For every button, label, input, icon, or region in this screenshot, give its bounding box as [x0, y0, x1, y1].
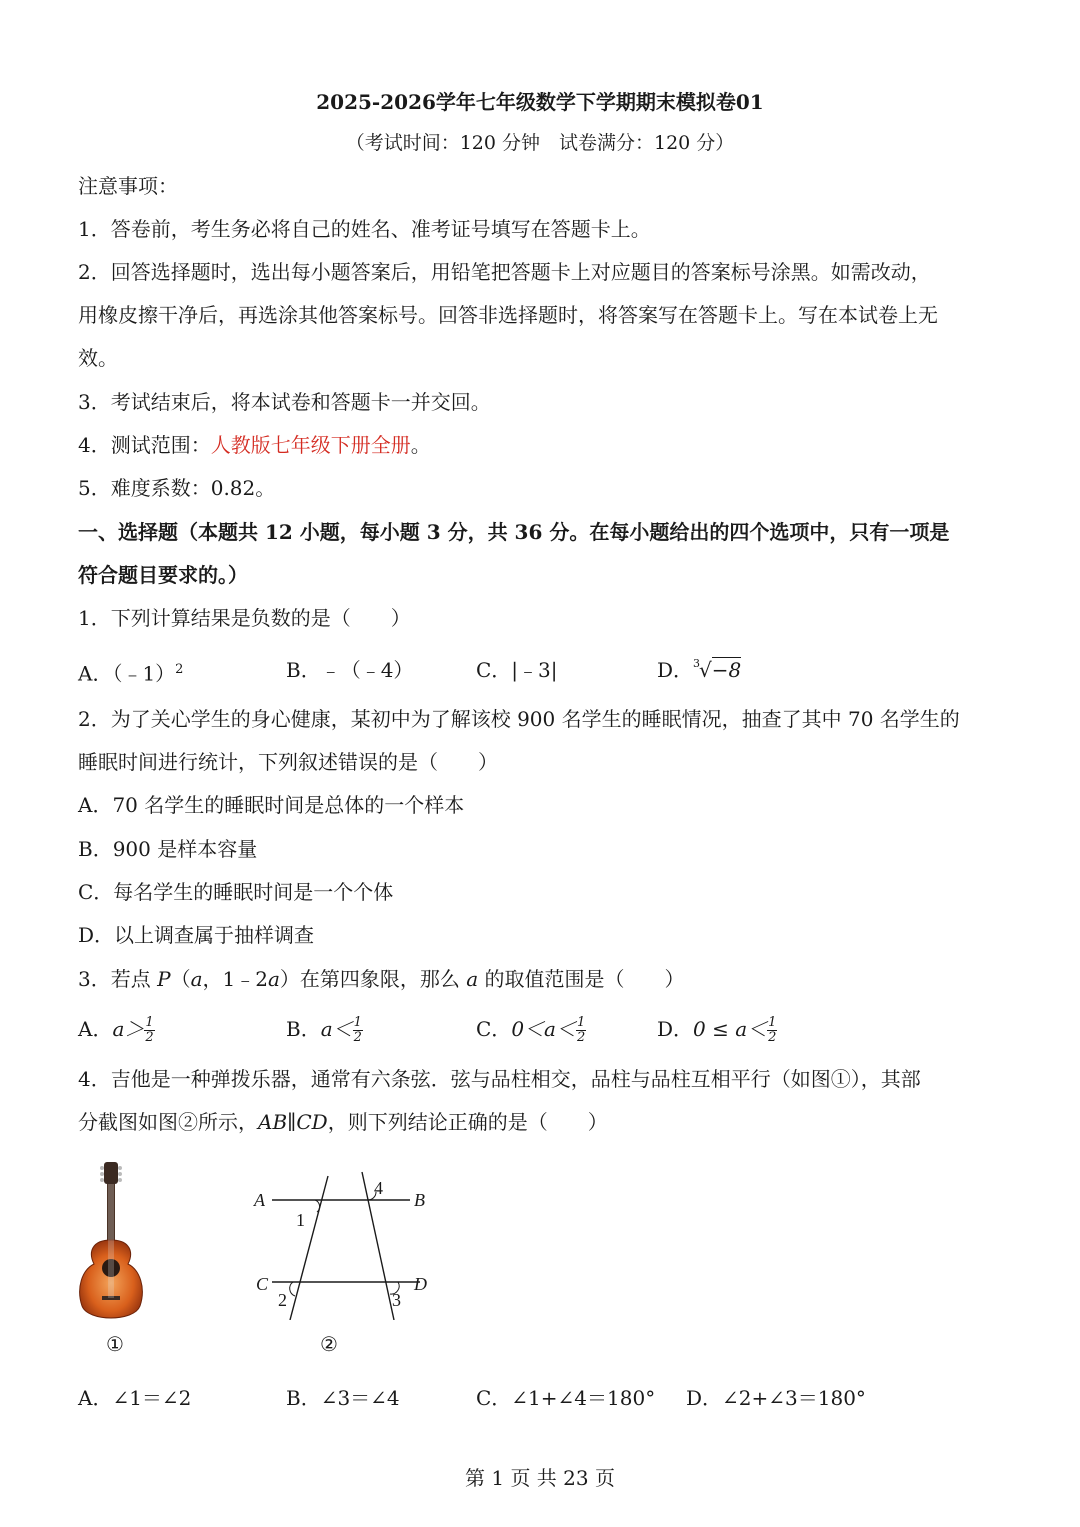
angle-2-arc: [290, 1282, 295, 1296]
q3-option-c-label: C．: [476, 1017, 512, 1041]
angle-1-arc: [315, 1200, 320, 1212]
fraction-numerator: 1: [768, 1015, 777, 1030]
angle-4-label: 4: [374, 1178, 383, 1198]
fraction-half: [144, 1016, 154, 1045]
angle-1-label: 1: [296, 1210, 305, 1230]
fraction-denominator: 2: [576, 1030, 586, 1045]
q3-option-c-expr: 0＜a＜: [511, 1017, 576, 1041]
parallel-lines-diagram: [248, 1170, 448, 1320]
fraction-half: [576, 1016, 586, 1045]
fraction-denominator: 2: [145, 1030, 154, 1045]
q3-var-a-3: a: [466, 967, 479, 991]
q3-option-a-label: A．: [78, 1017, 113, 1041]
q4-option-d: D．∠2+∠3＝180°: [686, 1386, 866, 1410]
q4-stem-line-2: [78, 1107, 608, 1137]
cube-root: [693, 655, 741, 685]
fraction-numerator: 1: [353, 1015, 362, 1030]
q3-option-d-label: D．: [657, 1017, 694, 1041]
note-item-4-range: 人教版七年级下册全册: [210, 433, 411, 457]
radical-sign: √: [699, 658, 712, 682]
fraction-numerator: 1: [576, 1015, 586, 1030]
note-item-2-line-1: 2．回答选择题时，选出每小题答案后，用铅笔把答题卡上对应题目的答案标号涂黑。如需改动，: [78, 260, 931, 284]
q2-option-a: A．70 名学生的睡眠时间是总体的一个样本: [78, 793, 465, 817]
q2-stem-line-1: 2．为了关心学生的身心健康，某初中为了解该校 900 名学生的睡眠情况，抽查了其中 70 名学生的: [78, 707, 960, 731]
q3-stem-mid-1: （: [170, 967, 191, 991]
q1-option-c: C．|﹣3|: [476, 658, 558, 682]
note-item-5: 5．难度系数：0.82。: [78, 476, 276, 500]
q3-var-a-1: a: [190, 967, 203, 991]
note-item-1: 1．答卷前，考生务必将自己的姓名、准考证号填写在答题卡上。: [78, 217, 651, 241]
q4-stem-line-2-math: AB∥CD: [258, 1110, 328, 1134]
q3-option-b-expr: a＜: [320, 1017, 353, 1041]
exam-title: 2025-2026学年七年级数学下学期期末模拟卷01: [316, 90, 764, 114]
cube-root-radicand: −8: [711, 658, 742, 682]
figure-2-caption: ②: [320, 1332, 338, 1356]
fraction-half: [767, 1016, 777, 1045]
q1-stem: 1．下列计算结果是负数的是（ ）: [78, 606, 411, 630]
point-d-label: D: [414, 1274, 427, 1294]
q4-stem-line-1: 4．吉他是一种弹拨乐器，通常有六条弦．弦与品柱相交，品柱与品柱互相平行（如图①），其部: [78, 1067, 921, 1091]
q3-option-b-label: B．: [286, 1017, 321, 1041]
figure-1-caption: ①: [106, 1332, 124, 1356]
note-item-2-line-2: 用橡皮擦干净后，再选涂其他答案标号。回答非选择题时，将答案写在答题卡上。写在本试卷上无: [78, 303, 938, 327]
q3-stem-suffix: 的取值范围是（ ）: [478, 967, 685, 991]
guitar-illustration: [74, 1160, 150, 1328]
note-item-3: 3．考试结束后，将本试卷和答题卡一并交回。: [78, 390, 491, 414]
q3-point-p: P: [157, 967, 171, 991]
q1-option-d: [657, 655, 741, 685]
q2-stem-line-2: 睡眠时间进行统计，下列叙述错误的是（ ）: [78, 750, 498, 774]
note-item-4: [78, 430, 431, 460]
q1-option-a-exponent: 2: [175, 662, 184, 677]
point-c-label: C: [256, 1274, 269, 1294]
q3-var-a-2: a: [267, 967, 280, 991]
q3-stem-prefix: 3．若点: [78, 967, 158, 991]
q3-option-b: [286, 1014, 363, 1045]
q1-option-d-label: D．: [657, 658, 694, 682]
q3-option-a: [78, 1014, 155, 1045]
q3-option-d: [657, 1014, 777, 1045]
point-a-label: A: [254, 1190, 265, 1210]
point-b-label: B: [414, 1190, 425, 1210]
q3-stem-mid-2: ，1﹣2: [202, 967, 268, 991]
q3-stem-mid-3: ）在第四象限，那么: [279, 967, 467, 991]
q2-option-c: C．每名学生的睡眠时间是一个个体: [78, 880, 394, 904]
exam-subtitle: （考试时间：120 分钟 试卷满分：120 分）: [345, 132, 735, 154]
notes-heading: 注意事项：: [78, 174, 178, 198]
page-number-footer: 第 1 页 共 23 页: [465, 1466, 615, 1490]
fraction-denominator: 2: [768, 1030, 777, 1045]
fraction-half: [353, 1016, 363, 1045]
q1-option-a-base: A．（﹣1）: [78, 661, 176, 686]
q4-option-c: C．∠1+∠4＝180°: [476, 1386, 656, 1410]
q3-option-a-expr: a＞: [112, 1017, 145, 1041]
cube-root-index: 3: [693, 657, 701, 670]
q3-stem: [78, 964, 685, 994]
note-item-4-prefix: 4．测试范围：: [78, 433, 211, 457]
note-item-2-line-3: 效。: [78, 346, 118, 370]
q1-option-b: B．﹣（﹣4）: [286, 658, 414, 682]
q3-option-d-expr: 0 ≤ a＜: [693, 1017, 768, 1041]
q3-option-c: [476, 1014, 586, 1045]
q4-option-a: A．∠1＝∠2: [78, 1386, 192, 1410]
q1-option-a: [78, 655, 183, 689]
q4-option-b: B．∠3＝∠4: [286, 1386, 400, 1410]
angle-2-label: 2: [278, 1290, 287, 1310]
q2-option-b: B．900 是样本容量: [78, 837, 258, 861]
fraction-numerator: 1: [145, 1015, 154, 1030]
guitar-headstock: [104, 1162, 118, 1184]
note-item-4-suffix: 。: [410, 433, 431, 457]
fraction-denominator: 2: [353, 1030, 362, 1045]
q4-stem-line-2-suffix: ，则下列结论正确的是（ ）: [327, 1110, 608, 1134]
transversal-left: [290, 1176, 328, 1320]
q2-option-d: D．以上调查属于抽样调查: [78, 923, 315, 947]
angle-3-label: 3: [392, 1290, 401, 1310]
section1-heading-line-1: 一、选择题（本题共 12 小题，每小题 3 分，共 36 分。在每小题给出的四个选项中，只有一项是: [78, 520, 950, 544]
q4-stem-line-2-prefix: 分截图如图②所示，: [78, 1110, 258, 1134]
section1-heading-line-2: 符合题目要求的。）: [78, 563, 248, 587]
